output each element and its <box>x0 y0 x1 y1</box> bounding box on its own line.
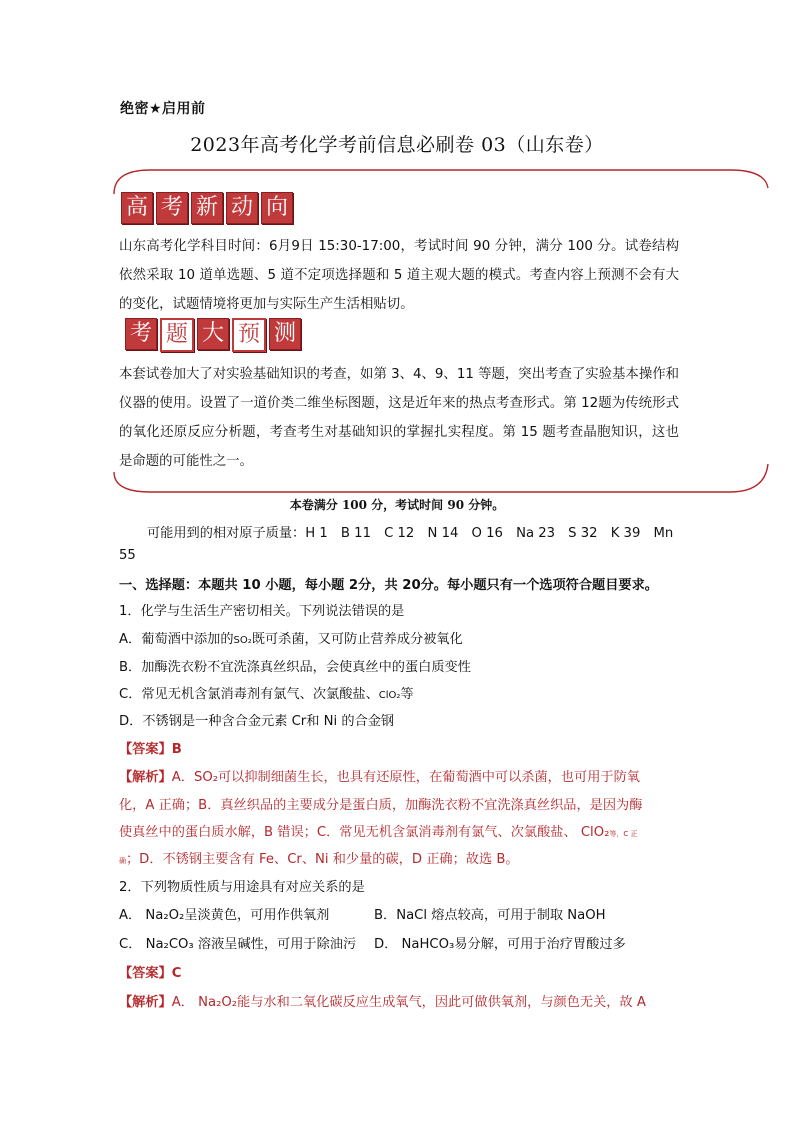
q2-option-c: C． Na₂CO₃ 溶液呈碱性，可用于除油污 <box>119 937 357 952</box>
q1-explanation-text: ；D．不锈钢主要含有 Fe、Cr、Ni 和少量的碳，D 正确；故选 B。 <box>126 852 519 867</box>
q1-explanation-head: 确 <box>119 857 126 865</box>
badge-exam-prediction <box>125 318 301 352</box>
q1-option-a <box>119 628 463 647</box>
trends-paragraph: 山东高考化学科目时间：6月9日 15:30-17:00，考试时间 90 分钟，满分 100 分。试卷结构依然采取 10 道单选题、5 道不定项选择题和 5 道主观大题的模式。考查内容上预测不会有大的变化，试题情境将更加与实际生产生活相贴切。 <box>119 239 679 312</box>
q2-option-a: A． Na₂O₂呈淡黄色，可用作供氧剂 <box>119 908 330 923</box>
q1-explanation-label: 【解析】 <box>119 770 172 785</box>
q2-option-d: D． NaHCO₃易分解，可用于治疗胃酸过多 <box>374 937 626 952</box>
q1-option-a-post: 既可杀菌，又可防止营养成分被氧化 <box>251 632 463 647</box>
q1-option-c <box>119 683 414 702</box>
atomic-mass-line-2: 55 <box>119 548 136 563</box>
atomic-mass-line: 可能用到的相对原子质量：H 1 B 11 C 12 N 14 O 16 Na 23 S 32 K 39 Mn <box>147 526 674 541</box>
q1-option-c-formula: ClO₂ <box>378 690 401 701</box>
badge-char: 考 <box>125 318 157 350</box>
secret-label: 绝密★启用前 <box>120 101 206 117</box>
q1-explanation-tail: 等，C 正 <box>609 830 638 838</box>
badge-char: 高 <box>121 192 153 224</box>
q1-option-c-pre: C．常见无机含氯消毒剂有氯气、次氯酸盐、 <box>119 687 379 702</box>
badge-char: 测 <box>269 318 301 350</box>
q1-explanation-text: A．SO₂可以抑制细菌生长，也具有还原性，在葡萄酒中可以杀菌，也可用于防氧 <box>171 770 640 785</box>
prediction-paragraph: 本套试卷加大了对实验基础知识的考查，如第 3、4、9、11 等题，突出考查了实验基本操作和仪器的使用。设置了一道价类二维坐标图题，这是近年来的热点考查形式。第 12题为传统形式的氧化还原反应分析题，考查考生对基础知识的掌握扎实程度。第 15 题考查晶胞知识，这也是命题的可能性之一。 <box>119 367 679 469</box>
q1-explanation-line-1 <box>119 766 640 785</box>
q1-option-d: D．不锈钢是一种含合金元素 Cr和 Ni 的合金钢 <box>119 714 395 729</box>
q1-option-c-post: 等 <box>400 687 414 702</box>
badge-char: 题 <box>160 318 194 352</box>
badge-char: 新 <box>191 192 223 224</box>
badge-exam-trends <box>121 192 293 224</box>
q1-option-b: B．加酶洗衣粉不宜洗涤真丝织品，会使真丝中的蛋白质变性 <box>119 660 471 675</box>
q1-stem: 1．化学与生活生产密切相关。下列说法错误的是 <box>119 604 405 619</box>
page-title: 2023年高考化学考前信息必刷卷 03（山东卷） <box>190 134 604 156</box>
q1-option-a-formula: SO₂ <box>233 635 252 646</box>
badge-char: 预 <box>232 318 266 352</box>
badge-char: 向 <box>261 192 293 224</box>
badge-char: 大 <box>197 318 229 350</box>
q2-explanation-line-1 <box>119 991 646 1010</box>
q2-explanation-text: A． Na₂O₂能与水和二氧化碳反应生成氧气，因此可做供氧剂，与颜色无关，故 A <box>171 995 646 1010</box>
exam-note: 本卷满分 100 分，考试时间 90 分钟。 <box>289 498 505 512</box>
q1-answer: 【答案】B <box>119 742 182 757</box>
q1-option-a-pre: A．葡萄酒中添加的 <box>119 632 234 647</box>
q1-explanation-line-3 <box>119 821 638 840</box>
q2-stem: 2．下列物质性质与用途具有对应关系的是 <box>119 880 365 895</box>
badge-char: 动 <box>226 192 258 224</box>
section-heading: 一、选择题：本题共 10 小题，每小题 2分，共 20分。每小题只有一个选项符合题目要求。 <box>119 578 658 593</box>
badge-char: 考 <box>156 192 188 224</box>
q1-explanation-line-4 <box>119 848 519 867</box>
q1-explanation-line-2: 化，A 正确；B．真丝织品的主要成分是蛋白质，加酶洗衣粉不宜洗涤真丝织品，是因为酶 <box>119 798 643 813</box>
q2-explanation-label: 【解析】 <box>119 995 172 1010</box>
frame-top-curve <box>114 170 768 194</box>
q1-explanation-text: 使真丝中的蛋白质水解，B 错误；C．常见无机含氯消毒剂有氯气、次氯酸盐、 ClO₂ <box>119 825 610 840</box>
q2-answer: 【答案】C <box>119 966 182 981</box>
q2-option-b: B．NaCl 熔点较高，可用于制取 NaOH <box>374 908 606 923</box>
